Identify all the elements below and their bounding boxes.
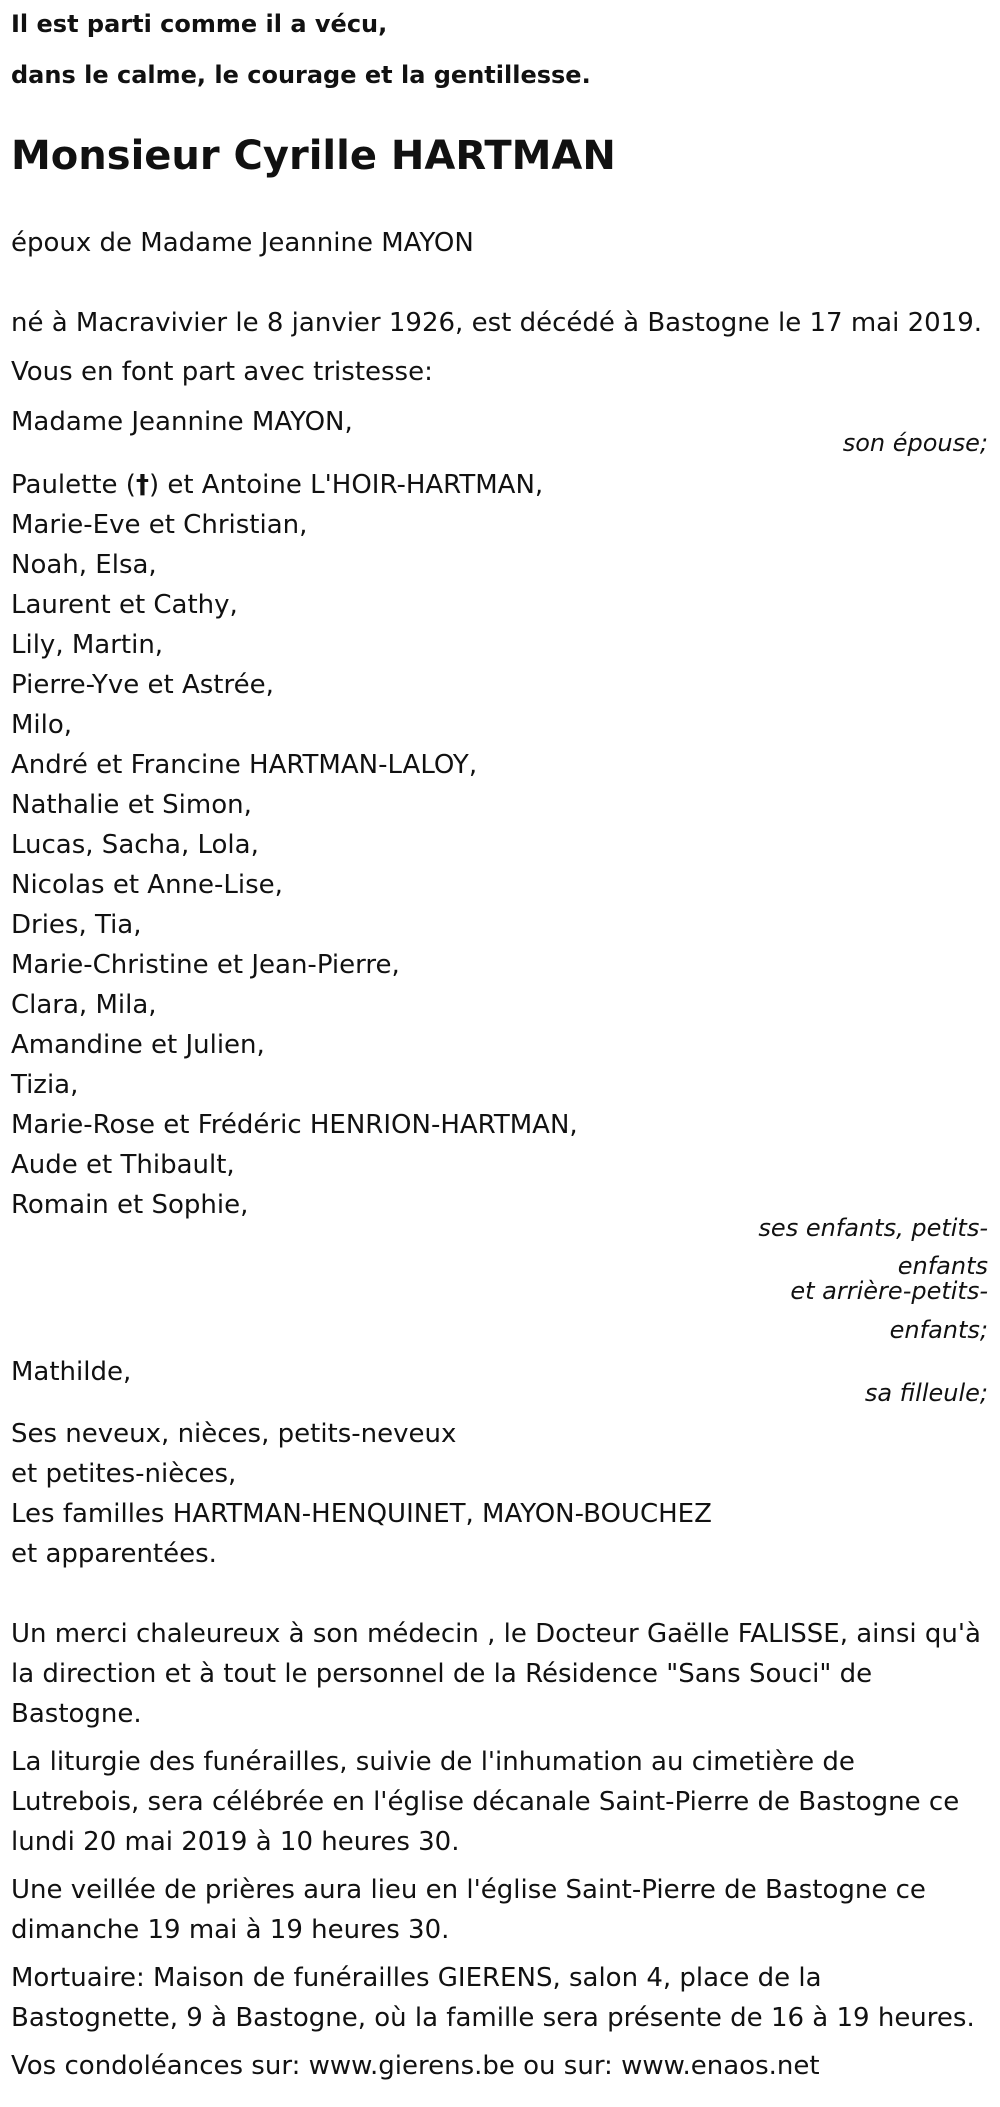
vigil-paragraph: Une veillée de prières aura lieu en l'église Saint-Pierre de Bastogne ce dimanche 19 mai à 19 heures 30. (11, 1875, 926, 1945)
condolences-line: Vos condoléances sur: www.gierens.be ou sur: www.enaos.net (11, 2051, 820, 2081)
funeral-paragraph: La liturgie des funérailles, suivie de l'inhumation au cimetière de Lutrebois, sera célébrée en l'église décanale Saint-Pierre de Bastogne ce lundi 20 mai 2019 à 10 heures 30. (11, 1747, 960, 1857)
birth-death-line: né à Macravivier le 8 janvier 1926, est décédé à Bastogne le 17 mai 2019. (11, 308, 983, 338)
list-item: Marie-Rose et Frédéric HENRION-HARTMAN, (11, 1110, 578, 1140)
children-first-suffix: ) et Antoine L'HOIR-HARTMAN, (148, 470, 544, 500)
announcement-line: Vous en font part avec tristesse: (11, 357, 433, 387)
list-item: Laurent et Cathy, (11, 590, 238, 620)
list-item: Aude et Thibault, (11, 1150, 235, 1180)
children-first-prefix: Paulette ( (11, 470, 136, 500)
goddaughter-relation: sa filleule; (864, 1379, 988, 1407)
mortuary-paragraph: Mortuaire: Maison de funérailles GIERENS, salon 4, place de la Bastognette, 9 à Bastogne, où la famille sera présente de 16 à 19 heures. (11, 1963, 975, 2033)
spouse-line: époux de Madame Jeannine MAYON (11, 228, 474, 258)
others-line: Les familles HARTMAN-HENQUINET, MAYON-BOUCHEZ (11, 1499, 712, 1529)
list-item: Milo, (11, 710, 73, 740)
list-item: Romain et Sophie, (11, 1190, 249, 1220)
list-item: Marie-Eve et Christian, (11, 510, 308, 540)
children-relation-line-3: et arrière-petits- (790, 1277, 988, 1305)
children-relation-line-4: enfants; (889, 1316, 988, 1344)
list-item: Dries, Tia, (11, 910, 142, 940)
list-item: Lily, Martin, (11, 630, 164, 660)
others-line: Ses neveux, nièces, petits-neveux (11, 1419, 457, 1449)
quote-line-1: Il est parti comme il a vécu, (11, 10, 388, 38)
deceased-name: Monsieur Cyrille HARTMAN (11, 133, 616, 179)
list-item: Noah, Elsa, (11, 550, 157, 580)
others-line: et petites-nièces, (11, 1459, 237, 1489)
thanks-paragraph: Un merci chaleureux à son médecin , le Docteur Gaëlle FALISSE, ainsi qu'à la direction et à tout le personnel de la Résidence "Sans Souci" de Bastogne. (11, 1619, 981, 1729)
list-item: Amandine et Julien, (11, 1030, 265, 1060)
list-item: Lucas, Sacha, Lola, (11, 830, 259, 860)
list-item: André et Francine HARTMAN-LALOY, (11, 750, 478, 780)
list-item: Clara, Mila, (11, 990, 157, 1020)
others-line: et apparentées. (11, 1539, 217, 1569)
children-relation-line-2: enfants (897, 1252, 988, 1280)
list-item: Nathalie et Simon, (11, 790, 252, 820)
spouse-entry: Madame Jeannine MAYON, (11, 407, 353, 437)
list-item: Tizia, (11, 1070, 79, 1100)
children-first-entry (11, 465, 543, 505)
children-relation-line-1: ses enfants, petits- (758, 1214, 988, 1242)
cross-icon: † (135, 470, 149, 500)
list-item: Marie-Christine et Jean-Pierre, (11, 950, 400, 980)
spouse-relation: son épouse; (842, 429, 988, 457)
list-item: Pierre-Yve et Astrée, (11, 670, 274, 700)
goddaughter-entry: Mathilde, (11, 1357, 132, 1387)
quote-line-2: dans le calme, le courage et la gentillesse. (11, 61, 591, 89)
list-item: Nicolas et Anne-Lise, (11, 870, 283, 900)
